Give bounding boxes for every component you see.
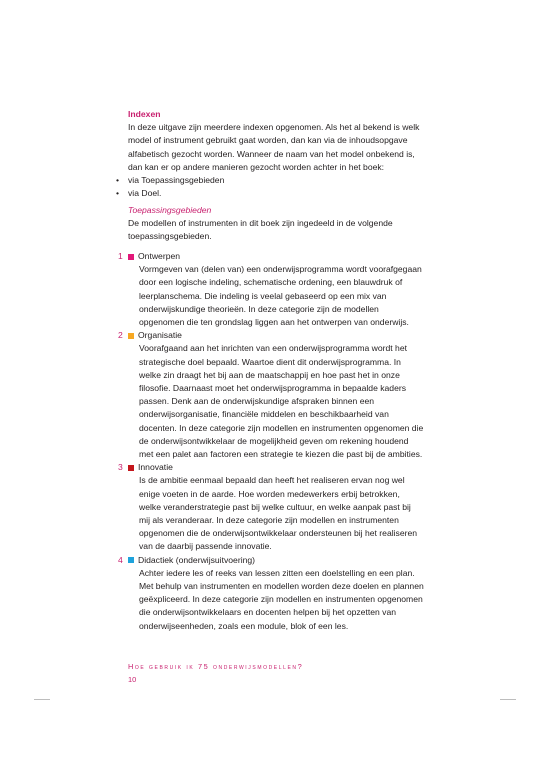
category-body: Voorafgaand aan het inrichten van een onderwijsprogramma wordt het strategische doel bepaald. Waartoe dient dit onderwijsprogramma. In welke zin draagt het bij aan de maatschappij en hoe past het in onze filosofie. Daarnaast moet het onderwijsprogramma in bepaalde kaders passen. Denk aan de onderwijskundige afspraken binnen een onderwijsorganisatie, financiële middelen en beschikbaarheid van docenten. In deze categorie zijn modellen en instrumenten opgenomen die de onderwijsontwikkelaar de mogelijkheid geven om rekening houdend met een palet aan factoren een strategie te kiezen die past bij de ambities. (139, 343, 424, 460)
category-2 (118, 329, 424, 461)
square-marker-icon (128, 254, 134, 260)
list-item: • via Doel. (116, 188, 162, 199)
heading-indexen: Indexen (128, 109, 161, 119)
category-1 (118, 250, 424, 329)
intro-block (116, 108, 424, 200)
crop-mark-left (34, 699, 50, 700)
category-number: 4 (118, 554, 123, 565)
intro-bullet-list (116, 174, 424, 200)
page-number: 10 (128, 675, 137, 684)
category-body: Vormgeven van (delen van) een onderwijsprogramma wordt voorafgegaan door een logische indeling, schematische ordening, een blauwdruk of leerplanschema. Die indeling is veelal gebaseerd op een mix van onderwijskundige theorieën. In deze categorie zijn de modellen opgenomen die ten grondslag liggen aan het ontwerpen van onderwijs. (139, 264, 422, 328)
crop-mark-right (500, 699, 516, 700)
category-title: Didactiek (onderwijsuitvoering) (138, 554, 256, 565)
list-item: • via Toepassingsgebieden (116, 175, 225, 186)
category-title: Innovatie (138, 462, 173, 473)
category-title: Ontwerpen (138, 251, 181, 261)
category-title: Organisatie (138, 330, 182, 341)
subheading-toepassingsgebieden: Toepassingsgebieden (128, 205, 212, 215)
category-4 (118, 554, 424, 633)
square-marker-icon (128, 333, 134, 339)
category-number: 1 (118, 251, 123, 261)
category-list (118, 250, 424, 633)
section-paragraph: De modellen of instrumenten in dit boek zijn ingedeeld in de volgende toepassingsgebieden. (128, 218, 393, 242)
category-number: 2 (118, 330, 123, 341)
section-block (128, 204, 424, 244)
intro-paragraph: In deze uitgave zijn meerdere indexen opgenomen. Als het al bekend is welk model of instrument gebruikt gaat worden, dan kan via de inhoudsopgave alfabetisch gezocht worden. Wanneer de naam van het model onbekend is, dan kan er op andere manieren gezocht worden achter in het boek: (128, 122, 420, 172)
category-3 (118, 461, 424, 553)
square-marker-icon (128, 557, 134, 563)
square-marker-icon (128, 465, 134, 471)
running-footer-title: Hoe gebruik ik 75 onderwijsmodellen? (128, 662, 304, 671)
category-body: Achter iedere les of reeks van lessen zitten een doelstelling en een plan. Met behulp van instrumenten en modellen worden deze doelen en plannen geëxpliceerd. In deze categorie zijn modellen en instrumenten opgenomen die onderwijsontwikkelaars en docenten helpen bij het opzetten van onderwijseenheden, zoals een module, blok of een les. (139, 567, 424, 631)
category-body: Is de ambitie eenmaal bepaald dan heeft het realiseren ervan nog wel enige voeten in de aarde. Hoe worden medewerkers erbij betrokken, welke veranderstrategie past bij welke cultuur, en welke aanpak past bij mij als veranderaar. In deze categorie zijn modellen en instrumenten opgenomen die de onderwijsontwikkelaar ondersteunen bij het realiseren van de daarbij passende innovatie. (139, 475, 418, 552)
category-number: 3 (118, 462, 123, 473)
